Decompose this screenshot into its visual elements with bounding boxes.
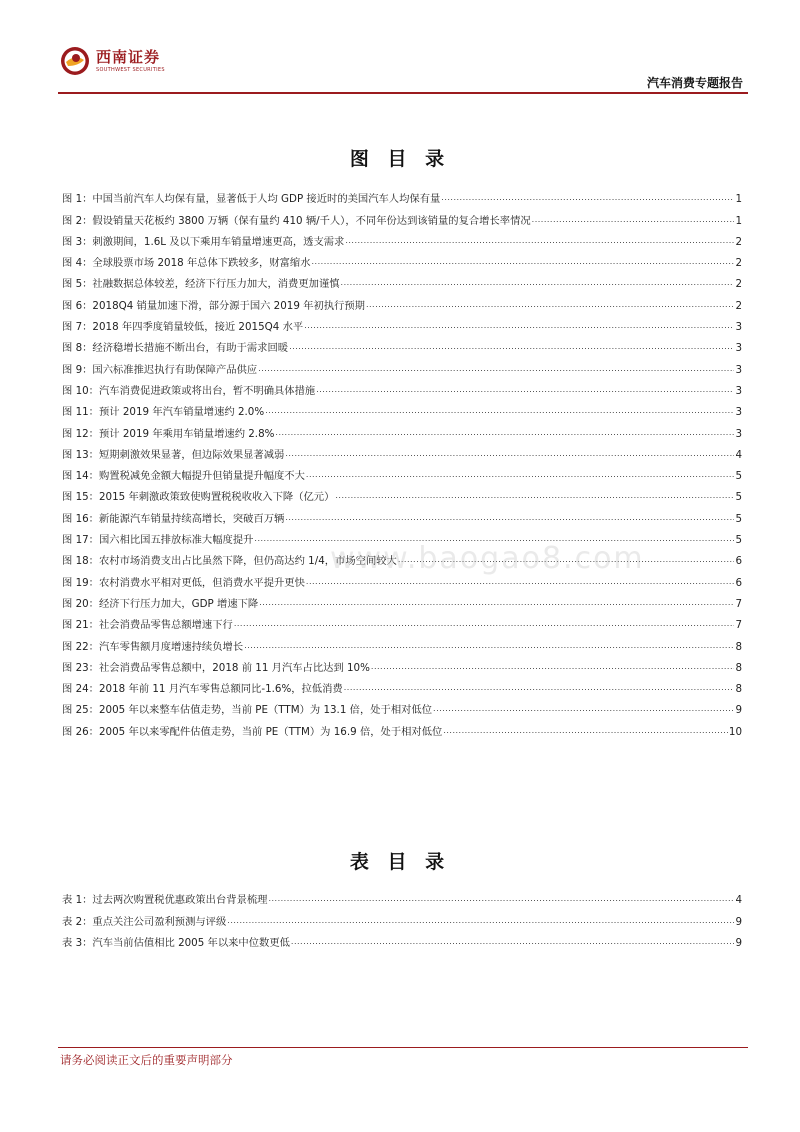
figure-index-entry[interactable]	[62, 248, 742, 269]
figure-index-entry-page-number: 3	[735, 427, 742, 440]
dot-leader	[265, 404, 734, 418]
dot-leader	[259, 596, 734, 610]
dot-leader	[344, 681, 735, 695]
figure-index-entry[interactable]	[62, 333, 742, 354]
figure-index-entry-page-number: 3	[735, 363, 742, 376]
figure-index-entry[interactable]	[62, 290, 742, 311]
figure-index-entry-page-number: 2	[735, 278, 742, 291]
figure-index-entry-label: 图 20：经济下行压力加大，GDP 增速下降	[62, 597, 259, 610]
table-index-entry[interactable]	[62, 928, 742, 949]
figure-index-entry-label: 图 9：国六标准推迟执行有助保障产品供应	[62, 363, 258, 376]
dot-leader	[443, 724, 728, 738]
figure-index-entry-label: 图 2：假设销量天花板约 3800 万辆（保有量约 410 辆/千人），不同年份达到该销量的复合增长率情况	[62, 214, 531, 227]
figure-index-entry[interactable]	[62, 631, 742, 652]
table-index-entry-label: 表 2：重点关注公司盈利预测与评级	[62, 915, 227, 928]
figure-index-entry-label: 图 11：预计 2019 年汽车销量增速约 2.0%	[62, 406, 265, 419]
watermark: www.baogao8.com	[330, 541, 645, 576]
figure-index-entry-page-number: 2	[735, 299, 742, 312]
figure-index-entry-page-number: 5	[735, 534, 742, 547]
figure-index-entry-label: 图 5：社融数据总体较差，经济下行压力加大，消费更加谨慎	[62, 278, 340, 291]
table-index-title: 表 目 录	[349, 851, 451, 873]
figure-index-entry-label: 图 17：国六相比国五排放标准大幅度提升	[62, 534, 254, 547]
figure-index-entry-label: 图 25：2005 年以来整车估值走势，当前 PE（TTM）为 13.1 倍，处于相对低位	[62, 704, 433, 717]
disclaimer-note: 请务必阅读正文后的重要声明部分	[60, 1053, 233, 1067]
figure-index-entry-label: 图 10：汽车消费促进政策或将出台，暂不明确具体措施	[62, 384, 316, 397]
figure-index-entry-label: 图 12：预计 2019 年乘用车销量增速约 2.8%	[62, 427, 275, 440]
dot-leader	[291, 935, 735, 949]
dot-leader	[244, 639, 734, 653]
figure-index-entry-page-number: 5	[735, 470, 742, 483]
figure-index-entry[interactable]	[62, 503, 742, 524]
dot-leader	[258, 362, 734, 376]
figure-index-entry[interactable]	[62, 589, 742, 610]
figure-index-entry-page-number: 9	[735, 704, 742, 717]
table-index-list	[62, 885, 742, 949]
report-title: 汽车消费专题报告	[646, 76, 743, 90]
figure-index-entry[interactable]	[62, 205, 742, 226]
figure-index-entry-label: 图 1：中国当前汽车人均保有量，显著低于人均 GDP 接近时的美国汽车人均保有量	[62, 193, 441, 206]
table-index-entry-page-number: 9	[735, 936, 742, 949]
dot-leader	[335, 489, 734, 503]
dot-leader	[441, 191, 734, 205]
table-index-entry-label: 表 1：过去两次购置税优惠政策出台背景梳理	[62, 894, 268, 907]
figure-index-title: 图 目 录	[349, 148, 451, 170]
figure-index-entry[interactable]	[62, 461, 742, 482]
figure-index-entry[interactable]	[62, 716, 742, 737]
dot-leader	[532, 213, 735, 227]
dot-leader	[285, 447, 734, 461]
figure-index-entry[interactable]	[62, 440, 742, 461]
header-divider	[58, 92, 748, 94]
figure-index-entry-label: 图 22：汽车零售额月度增速持续负增长	[62, 640, 244, 653]
figure-index-entry-label: 图 26：2005 年以来零配件估值走势，当前 PE（TTM）为 16.9 倍，处于相对低位	[62, 725, 443, 738]
table-index-entry-page-number: 4	[735, 894, 742, 907]
figure-index-entry[interactable]	[62, 184, 742, 205]
figure-index-entry[interactable]	[62, 376, 742, 397]
figure-index-entry-page-number: 1	[735, 193, 742, 206]
figure-index-entry-page-number: 8	[735, 640, 742, 653]
figure-index-entry[interactable]	[62, 695, 742, 716]
dot-leader	[304, 319, 734, 333]
footer-divider	[58, 1047, 748, 1048]
dot-leader	[268, 892, 734, 906]
figure-index-entry-page-number: 7	[735, 619, 742, 632]
dot-leader	[234, 617, 735, 631]
figure-index-entry[interactable]	[62, 269, 742, 290]
figure-index-entry-label: 图 15：2015 年刺激政策致使购置税税收收入下降（亿元）	[62, 491, 335, 504]
figure-index-entry-label: 图 6：2018Q4 销量加速下滑，部分源于国六 2019 年初执行预期	[62, 299, 365, 312]
figure-index-entry[interactable]	[62, 354, 742, 375]
figure-index-entry-page-number: 2	[735, 257, 742, 270]
logo-emblem-icon	[60, 46, 90, 76]
figure-index-entry-label: 图 8：经济稳增长措施不断出台，有助于需求回暖	[62, 342, 289, 355]
dot-leader	[285, 511, 734, 525]
figure-index-entry-label: 图 13：短期刺激效果显著，但边际效果显著减弱	[62, 448, 285, 461]
figure-index-entry-label: 图 19：农村消费水平相对更低，但消费水平提升更快	[62, 576, 305, 589]
figure-index-list	[62, 184, 742, 738]
figure-index-entry-page-number: 5	[735, 512, 742, 525]
table-index-entry[interactable]	[62, 906, 742, 927]
figure-index-entry-label: 图 21：社会消费品零售总额增速下行	[62, 619, 233, 632]
figure-index-entry-label: 图 7：2018 年四季度销量较低，接近 2015Q4 水平	[62, 321, 304, 334]
figure-index-entry-page-number: 3	[735, 384, 742, 397]
table-index-entry[interactable]	[62, 885, 742, 906]
figure-index-entry-page-number: 4	[735, 448, 742, 461]
figure-index-entry-label: 图 24：2018 年前 11 月汽车零售总额同比-1.6%，拉低消费	[62, 683, 343, 696]
figure-index-entry[interactable]	[62, 312, 742, 333]
dot-leader	[275, 426, 734, 440]
dot-leader	[316, 383, 734, 397]
figure-index-entry-page-number: 3	[735, 406, 742, 419]
dot-leader	[289, 340, 734, 354]
figure-index-entry-label: 图 23：社会消费品零售总额中，2018 前 11 月汽车占比达到 10%	[62, 661, 370, 674]
figure-index-entry-page-number: 2	[735, 235, 742, 248]
table-index-entry-page-number: 9	[735, 915, 742, 928]
figure-index-entry-page-number: 8	[735, 683, 742, 696]
dot-leader	[433, 702, 734, 716]
figure-index-entry-page-number: 8	[735, 661, 742, 674]
figure-index-entry-page-number: 10	[728, 725, 742, 738]
dot-leader	[366, 298, 734, 312]
company-logo	[60, 46, 165, 76]
figure-index-entry[interactable]	[62, 482, 742, 503]
dot-leader	[341, 276, 735, 290]
dot-leader	[306, 575, 735, 589]
figure-index-entry-label: 图 16：新能源汽车销量持续高增长，突破百万辆	[62, 512, 285, 525]
dot-leader	[306, 468, 735, 482]
figure-index-entry-page-number: 5	[735, 491, 742, 504]
figure-index-entry[interactable]	[62, 397, 742, 418]
brand-name-cn: 西南证券	[96, 47, 161, 66]
dot-leader	[371, 660, 735, 674]
page-header	[0, 0, 800, 95]
figure-index-entry[interactable]	[62, 674, 742, 695]
figure-index-entry-page-number: 6	[735, 576, 742, 589]
figure-index-entry-page-number: 6	[735, 555, 742, 568]
figure-index-entry[interactable]	[62, 227, 742, 248]
figure-index-entry[interactable]	[62, 610, 742, 631]
figure-index-entry-label: 图 14：购置税减免金额大幅提升但销量提升幅度不大	[62, 470, 305, 483]
figure-index-entry-page-number: 7	[735, 597, 742, 610]
dot-leader	[345, 234, 734, 248]
figure-index-entry-label: 图 18：农村市场消费支出占比虽然下降，但仍高达约 1/4，市场空间较大	[62, 555, 397, 568]
figure-index-entry[interactable]	[62, 653, 742, 674]
figure-index-entry-page-number: 1	[735, 214, 742, 227]
dot-leader	[227, 914, 734, 928]
figure-index-entry-page-number: 3	[735, 342, 742, 355]
figure-index-entry[interactable]	[62, 418, 742, 439]
brand-name-en: SOUTHWEST SECURITIES	[96, 66, 165, 73]
figure-index-entry-label: 图 3：刺激期间，1.6L 及以下乘用车销量增速更高，透支需求	[62, 235, 345, 248]
figure-index-entry-page-number: 3	[735, 321, 742, 334]
figure-index-entry-label: 图 4：全球股票市场 2018 年总体下跌较多，财富缩水	[62, 257, 311, 270]
dot-leader	[312, 255, 735, 269]
table-index-entry-label: 表 3：汽车当前估值相比 2005 年以来中位数更低	[62, 936, 290, 949]
